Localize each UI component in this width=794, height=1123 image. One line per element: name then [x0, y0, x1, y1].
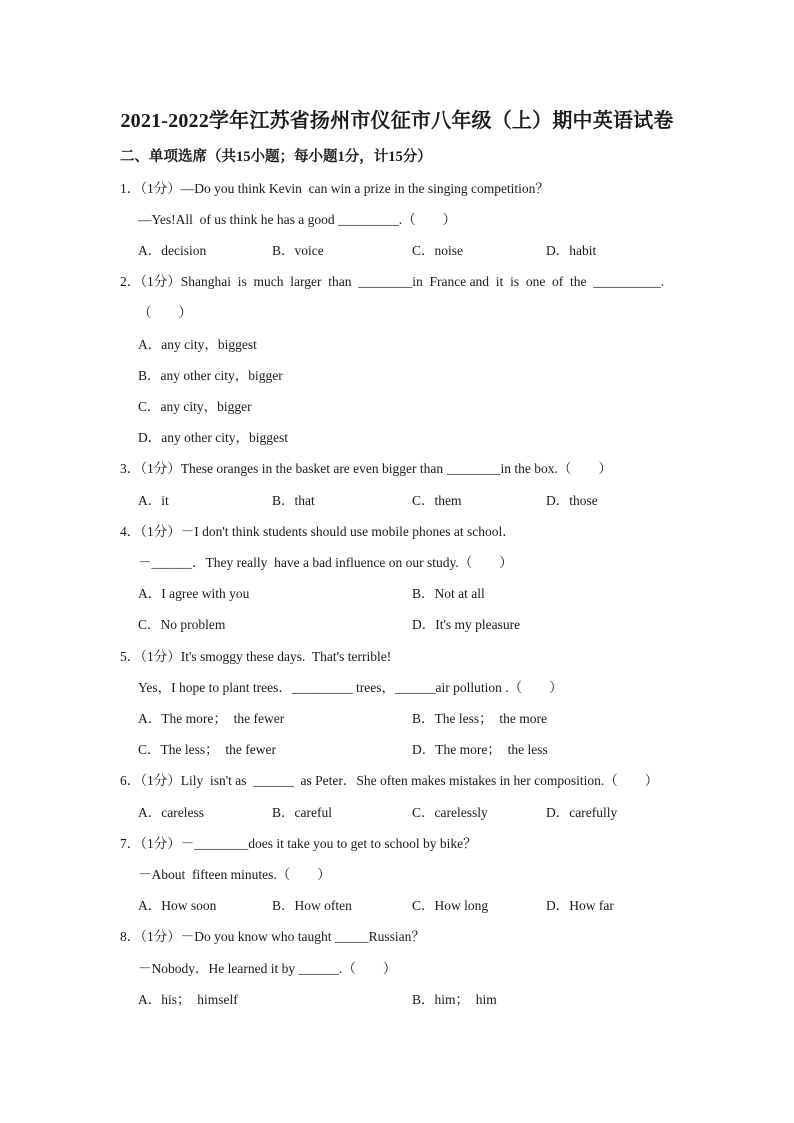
- question-7-stem-cont: －About fifteen minutes.（ ）: [138, 867, 331, 882]
- question-4-option-d[interactable]: D．It's my pleasure: [412, 617, 521, 632]
- question-4-option-b[interactable]: B．Not at all: [412, 586, 485, 601]
- question-2-option-a[interactable]: A．any city，biggest: [138, 337, 257, 352]
- question-3-option-c[interactable]: C．them: [412, 493, 462, 508]
- question-2-stem: 2．（1分）Shanghai is much larger than ________in France and it is one of the __________.: [120, 274, 665, 289]
- question-2-option-c[interactable]: C．any city，bigger: [138, 399, 252, 414]
- question-7-option-d[interactable]: D．How far: [546, 898, 614, 913]
- question-1-option-b[interactable]: B．voice: [272, 243, 324, 258]
- question-6-option-d[interactable]: D．carefully: [546, 805, 618, 820]
- question-1-option-c[interactable]: C．noise: [412, 243, 464, 258]
- question-4-stem: 4．（1分）－I don't think students should use mobile phones at school．: [120, 524, 516, 539]
- question-8-option-a[interactable]: A．his； himself: [138, 992, 238, 1007]
- question-7-option-c[interactable]: C．How long: [412, 898, 489, 913]
- question-6-option-a[interactable]: A．careless: [138, 805, 204, 820]
- question-1-option-d[interactable]: D．habit: [546, 243, 597, 258]
- question-8-option-b[interactable]: B．him； him: [412, 992, 497, 1007]
- question-7-option-a[interactable]: A．How soon: [138, 898, 217, 913]
- question-1-option-a[interactable]: A．decision: [138, 243, 207, 258]
- question-2-option-d[interactable]: D．any other city，biggest: [138, 430, 288, 445]
- question-3-stem: 3．（1分）These oranges in the basket are even bigger than ________in the box.（ ）: [120, 461, 612, 476]
- question-3-option-b[interactable]: B．that: [272, 493, 315, 508]
- question-2-option-b[interactable]: B．any other city，bigger: [138, 368, 283, 383]
- question-5-option-d[interactable]: D．The more； the less: [412, 742, 548, 757]
- page-title: 2021-2022学年江苏省扬州市仪征市八年级（上）期中英语试卷: [120, 110, 674, 132]
- question-8-stem: 8．（1分）－Do you know who taught _____Russian？: [120, 929, 425, 944]
- question-5-stem-cont: Yes，I hope to plant trees．_________ trees，______air pollution .（ ）: [138, 680, 563, 695]
- question-4-option-c[interactable]: C．No problem: [138, 617, 226, 632]
- section-heading: 二、单项选席（共15小题；每小题1分，计15分）: [120, 149, 432, 165]
- question-5-option-b[interactable]: B．The less； the more: [412, 711, 547, 726]
- question-4-option-a[interactable]: A．I agree with you: [138, 586, 250, 601]
- question-6-option-c[interactable]: C．carelessly: [412, 805, 488, 820]
- question-1-stem-cont: —Yes!All of us think he has a good _________.（ ）: [138, 212, 457, 227]
- question-3-option-a[interactable]: A．it: [138, 493, 169, 508]
- question-8-stem-cont: －Nobody．He learned it by ______.（ ）: [138, 961, 397, 976]
- question-7-stem: 7．（1分）－________does it take you to get to school by bike？: [120, 836, 477, 851]
- question-5-option-c[interactable]: C．The less； the fewer: [138, 742, 276, 757]
- question-3-option-d[interactable]: D．those: [546, 493, 598, 508]
- question-5-option-a[interactable]: A．The more； the fewer: [138, 711, 285, 726]
- question-7-option-b[interactable]: B．How often: [272, 898, 352, 913]
- question-2-stem-cont: （ ）: [138, 305, 192, 320]
- question-6-option-b[interactable]: B．careful: [272, 805, 332, 820]
- question-6-stem: 6．（1分）Lily isn't as ______ as Peter．She often makes mistakes in her composition.（ ）: [120, 773, 659, 788]
- question-4-stem-cont: －______．They really have a bad influence on our study.（ ）: [138, 555, 513, 570]
- question-1-stem: 1．（1分）—Do you think Kevin can win a prize in the singing competition？: [120, 181, 549, 196]
- question-5-stem: 5．（1分）It's smoggy these days. That's terrible!: [120, 649, 392, 664]
